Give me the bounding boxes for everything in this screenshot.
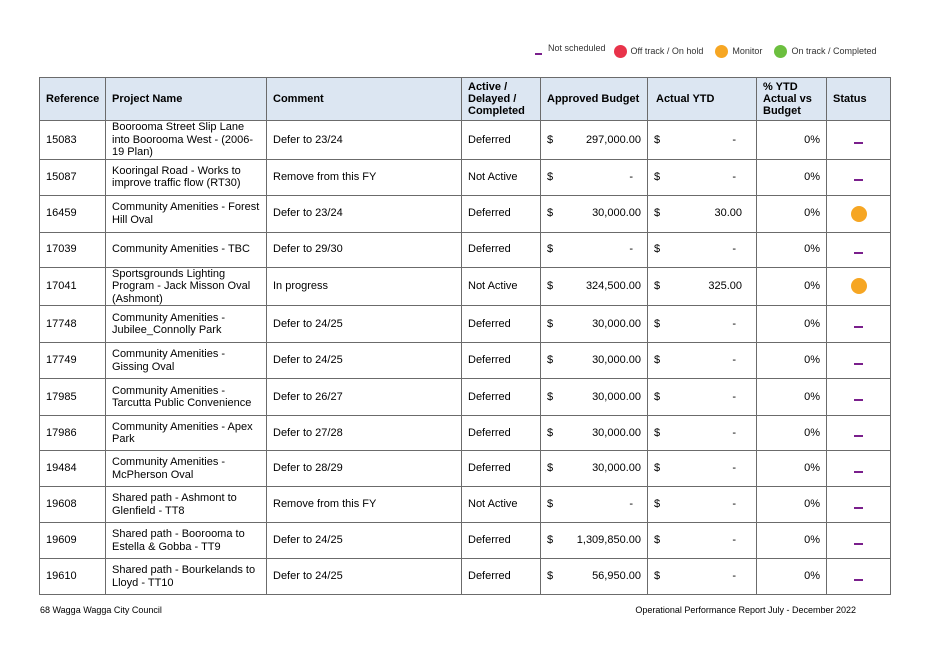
cell-active: Not Active xyxy=(462,267,541,306)
amount-value: - xyxy=(732,498,736,511)
cell-pct-ytd: 0% xyxy=(757,121,827,160)
cell-comment: Defer to 29/30 xyxy=(267,232,462,267)
table-row xyxy=(40,379,891,416)
cell-status xyxy=(827,416,891,451)
cell-approved-budget xyxy=(541,121,648,160)
table-header-row xyxy=(40,78,891,121)
cell-active: Deferred xyxy=(462,195,541,232)
currency-symbol: $ xyxy=(547,133,554,146)
cell-status xyxy=(827,267,891,306)
cell-project-name: Community Amenities - Gissing Oval xyxy=(106,343,267,379)
not-scheduled-dash-icon xyxy=(854,252,863,254)
header-pct-ytd: % YTD Actual vs Budget xyxy=(757,78,827,121)
cell-comment: Defer to 24/25 xyxy=(267,306,462,343)
currency-symbol: $ xyxy=(654,243,661,256)
cell-reference: 17748 xyxy=(40,306,106,343)
cell-status xyxy=(827,559,891,595)
cell-approved-budget xyxy=(541,487,648,523)
cell-approved-budget xyxy=(541,267,648,306)
cell-actual-ytd xyxy=(648,451,757,487)
not-scheduled-dash-icon xyxy=(854,326,863,328)
amount-value: - xyxy=(732,570,736,583)
currency-symbol: $ xyxy=(654,280,661,292)
cell-comment: Remove from this FY xyxy=(267,487,462,523)
not-scheduled-dash-icon xyxy=(854,435,863,437)
currency-symbol: $ xyxy=(547,243,554,256)
cell-active: Deferred xyxy=(462,306,541,343)
cell-reference: 17985 xyxy=(40,379,106,416)
cell-comment: Defer to 26/27 xyxy=(267,379,462,416)
cell-pct-ytd: 0% xyxy=(757,451,827,487)
currency-symbol: $ xyxy=(654,570,661,583)
amount-value: - xyxy=(629,498,633,511)
cell-reference: 16459 xyxy=(40,195,106,232)
cell-approved-budget xyxy=(541,195,648,232)
cell-comment: In progress xyxy=(267,267,462,306)
red-dot-icon xyxy=(614,45,627,58)
currency-symbol: $ xyxy=(547,280,554,292)
not-scheduled-dash-icon xyxy=(854,543,863,545)
cell-project-name: Community Amenities - Forest Hill Oval xyxy=(106,195,267,232)
amount-value: - xyxy=(732,170,736,183)
amount-value: 56,950.00 xyxy=(592,570,641,583)
legend-label: Not scheduled xyxy=(548,43,606,53)
currency-symbol: $ xyxy=(547,207,554,220)
table-row xyxy=(40,343,891,379)
not-scheduled-dash-icon xyxy=(535,53,542,55)
cell-pct-ytd: 0% xyxy=(757,559,827,595)
currency-symbol: $ xyxy=(654,534,661,547)
cell-project-name: Community Amenities - Jubilee_Connolly Park xyxy=(106,306,267,343)
cell-project-name: Boorooma Street Slip Lane into Boorooma West - (2006-19 Plan) xyxy=(106,121,267,160)
cell-comment: Defer to 24/25 xyxy=(267,559,462,595)
cell-project-name: Community Amenities - McPherson Oval xyxy=(106,451,267,487)
cell-pct-ytd: 0% xyxy=(757,416,827,451)
cell-active: Deferred xyxy=(462,559,541,595)
cell-comment: Defer to 23/24 xyxy=(267,195,462,232)
currency-symbol: $ xyxy=(547,570,554,583)
currency-symbol: $ xyxy=(547,317,554,330)
currency-symbol: $ xyxy=(654,354,661,367)
table-row xyxy=(40,159,891,195)
table-row xyxy=(40,195,891,232)
cell-pct-ytd: 0% xyxy=(757,343,827,379)
amount-value: - xyxy=(629,243,633,256)
cell-active: Deferred xyxy=(462,451,541,487)
cell-pct-ytd: 0% xyxy=(757,523,827,559)
table-row xyxy=(40,451,891,487)
cell-approved-budget xyxy=(541,159,648,195)
cell-active: Deferred xyxy=(462,523,541,559)
cell-active: Deferred xyxy=(462,416,541,451)
amount-value: - xyxy=(629,170,633,183)
cell-active: Not Active xyxy=(462,159,541,195)
cell-approved-budget xyxy=(541,559,648,595)
amount-value: 30,000.00 xyxy=(592,462,641,475)
amount-value: - xyxy=(732,390,736,403)
currency-symbol: $ xyxy=(654,426,661,439)
cell-actual-ytd xyxy=(648,523,757,559)
cell-reference: 17986 xyxy=(40,416,106,451)
cell-status xyxy=(827,159,891,195)
orange-dot-icon xyxy=(715,45,728,58)
cell-pct-ytd: 0% xyxy=(757,159,827,195)
cell-actual-ytd xyxy=(648,195,757,232)
amount-value: 30.00 xyxy=(714,207,742,220)
amount-value: - xyxy=(732,534,736,547)
cell-active: Deferred xyxy=(462,121,541,160)
cell-status xyxy=(827,451,891,487)
not-scheduled-dash-icon xyxy=(854,579,863,581)
cell-status xyxy=(827,343,891,379)
header-comment: Comment xyxy=(267,78,462,121)
cell-pct-ytd: 0% xyxy=(757,195,827,232)
cell-reference: 19484 xyxy=(40,451,106,487)
cell-approved-budget xyxy=(541,523,648,559)
table-row xyxy=(40,487,891,523)
cell-comment: Defer to 28/29 xyxy=(267,451,462,487)
cell-pct-ytd: 0% xyxy=(757,306,827,343)
table-row xyxy=(40,306,891,343)
cell-pct-ytd: 0% xyxy=(757,487,827,523)
header-project-name: Project Name xyxy=(106,78,267,121)
amount-value: - xyxy=(732,462,736,475)
legend-not-scheduled xyxy=(535,43,606,56)
cell-status xyxy=(827,121,891,160)
header-actual-ytd: Actual YTD xyxy=(648,78,757,121)
cell-project-name: Sportsgrounds Lighting Program - Jack Misson Oval (Ashmont) xyxy=(106,267,267,306)
cell-comment: Defer to 24/25 xyxy=(267,343,462,379)
amount-value: - xyxy=(732,317,736,330)
amount-value: 30,000.00 xyxy=(592,354,641,367)
cell-status xyxy=(827,487,891,523)
legend-monitor xyxy=(715,45,762,58)
not-scheduled-dash-icon xyxy=(854,507,863,509)
capital-works-table xyxy=(39,77,891,595)
cell-actual-ytd xyxy=(648,267,757,306)
currency-symbol: $ xyxy=(547,426,554,439)
cell-pct-ytd: 0% xyxy=(757,267,827,306)
currency-symbol: $ xyxy=(547,498,554,511)
cell-actual-ytd xyxy=(648,306,757,343)
footer-report-title: Operational Performance Report July - December 2022 xyxy=(635,605,856,615)
cell-project-name: Community Amenities - Tarcutta Public Convenience xyxy=(106,379,267,416)
amount-value: 30,000.00 xyxy=(592,207,641,220)
legend-label: Off track / On hold xyxy=(630,46,704,56)
cell-status xyxy=(827,195,891,232)
cell-approved-budget xyxy=(541,451,648,487)
cell-project-name: Shared path - Ashmont to Glenfield - TT8 xyxy=(106,487,267,523)
header-active: Active / Delayed / Completed xyxy=(462,78,541,121)
header-status: Status xyxy=(827,78,891,121)
cell-actual-ytd xyxy=(648,159,757,195)
table-row xyxy=(40,267,891,306)
cell-active: Deferred xyxy=(462,379,541,416)
legend-off-track xyxy=(614,45,704,58)
not-scheduled-dash-icon xyxy=(854,179,863,181)
currency-symbol: $ xyxy=(654,462,661,475)
currency-symbol: $ xyxy=(547,462,554,475)
currency-symbol: $ xyxy=(654,207,661,220)
cell-approved-budget xyxy=(541,416,648,451)
currency-symbol: $ xyxy=(654,390,661,403)
green-dot-icon xyxy=(774,45,787,58)
legend-label: On track / Completed xyxy=(791,46,877,56)
cell-actual-ytd xyxy=(648,343,757,379)
amount-value: 324,500.00 xyxy=(585,280,641,292)
cell-actual-ytd xyxy=(648,487,757,523)
cell-status xyxy=(827,523,891,559)
cell-actual-ytd xyxy=(648,416,757,451)
cell-active: Not Active xyxy=(462,487,541,523)
amount-value: - xyxy=(732,426,736,439)
amount-value: 30,000.00 xyxy=(592,390,641,403)
amount-value: - xyxy=(732,243,736,256)
cell-status xyxy=(827,306,891,343)
cell-reference: 17041 xyxy=(40,267,106,306)
currency-symbol: $ xyxy=(654,317,661,330)
cell-project-name: Community Amenities - TBC xyxy=(106,232,267,267)
table-row xyxy=(40,523,891,559)
cell-reference: 15087 xyxy=(40,159,106,195)
cell-approved-budget xyxy=(541,379,648,416)
not-scheduled-dash-icon xyxy=(854,363,863,365)
not-scheduled-dash-icon xyxy=(854,142,863,144)
currency-symbol: $ xyxy=(654,498,661,511)
cell-comment: Remove from this FY xyxy=(267,159,462,195)
cell-reference: 19610 xyxy=(40,559,106,595)
footer-page-label: 68 Wagga Wagga City Council xyxy=(40,605,162,615)
cell-actual-ytd xyxy=(648,121,757,160)
cell-approved-budget xyxy=(541,232,648,267)
amount-value: - xyxy=(732,133,736,146)
legend-on-track xyxy=(774,45,876,58)
cell-approved-budget xyxy=(541,343,648,379)
table-row xyxy=(40,121,891,160)
cell-reference: 15083 xyxy=(40,121,106,160)
table-row xyxy=(40,232,891,267)
cell-comment: Defer to 23/24 xyxy=(267,121,462,160)
cell-comment: Defer to 24/25 xyxy=(267,523,462,559)
table-row xyxy=(40,416,891,451)
cell-comment: Defer to 27/28 xyxy=(267,416,462,451)
amount-value: 30,000.00 xyxy=(592,426,641,439)
cell-reference: 17039 xyxy=(40,232,106,267)
cell-project-name: Shared path - Boorooma to Estella & Gobba - TT9 xyxy=(106,523,267,559)
currency-symbol: $ xyxy=(654,133,661,146)
amount-value: 325.00 xyxy=(708,280,742,292)
header-approved-budget: Approved Budget xyxy=(541,78,648,121)
table-row xyxy=(40,559,891,595)
cell-project-name: Shared path - Bourkelands to Lloyd - TT10 xyxy=(106,559,267,595)
currency-symbol: $ xyxy=(547,534,554,547)
cell-reference: 19608 xyxy=(40,487,106,523)
currency-symbol: $ xyxy=(654,170,661,183)
cell-actual-ytd xyxy=(648,559,757,595)
amount-value: 297,000.00 xyxy=(585,133,641,146)
cell-active: Deferred xyxy=(462,343,541,379)
cell-pct-ytd: 0% xyxy=(757,379,827,416)
not-scheduled-dash-icon xyxy=(854,399,863,401)
monitor-dot-icon xyxy=(851,278,867,294)
header-reference: Reference xyxy=(40,78,106,121)
cell-active: Deferred xyxy=(462,232,541,267)
status-legend xyxy=(535,41,884,61)
amount-value: 1,309,850.00 xyxy=(576,534,641,547)
currency-symbol: $ xyxy=(547,354,554,367)
amount-value: - xyxy=(732,354,736,367)
legend-label: Monitor xyxy=(732,46,763,56)
cell-reference: 17749 xyxy=(40,343,106,379)
not-scheduled-dash-icon xyxy=(854,471,863,473)
cell-actual-ytd xyxy=(648,379,757,416)
cell-actual-ytd xyxy=(648,232,757,267)
cell-pct-ytd: 0% xyxy=(757,232,827,267)
cell-project-name: Community Amenities - Apex Park xyxy=(106,416,267,451)
cell-project-name: Kooringal Road - Works to improve traffic flow (RT30) xyxy=(106,159,267,195)
monitor-dot-icon xyxy=(851,206,867,222)
currency-symbol: $ xyxy=(547,170,554,183)
cell-status xyxy=(827,379,891,416)
cell-status xyxy=(827,232,891,267)
currency-symbol: $ xyxy=(547,390,554,403)
cell-approved-budget xyxy=(541,306,648,343)
amount-value: 30,000.00 xyxy=(592,317,641,330)
cell-reference: 19609 xyxy=(40,523,106,559)
